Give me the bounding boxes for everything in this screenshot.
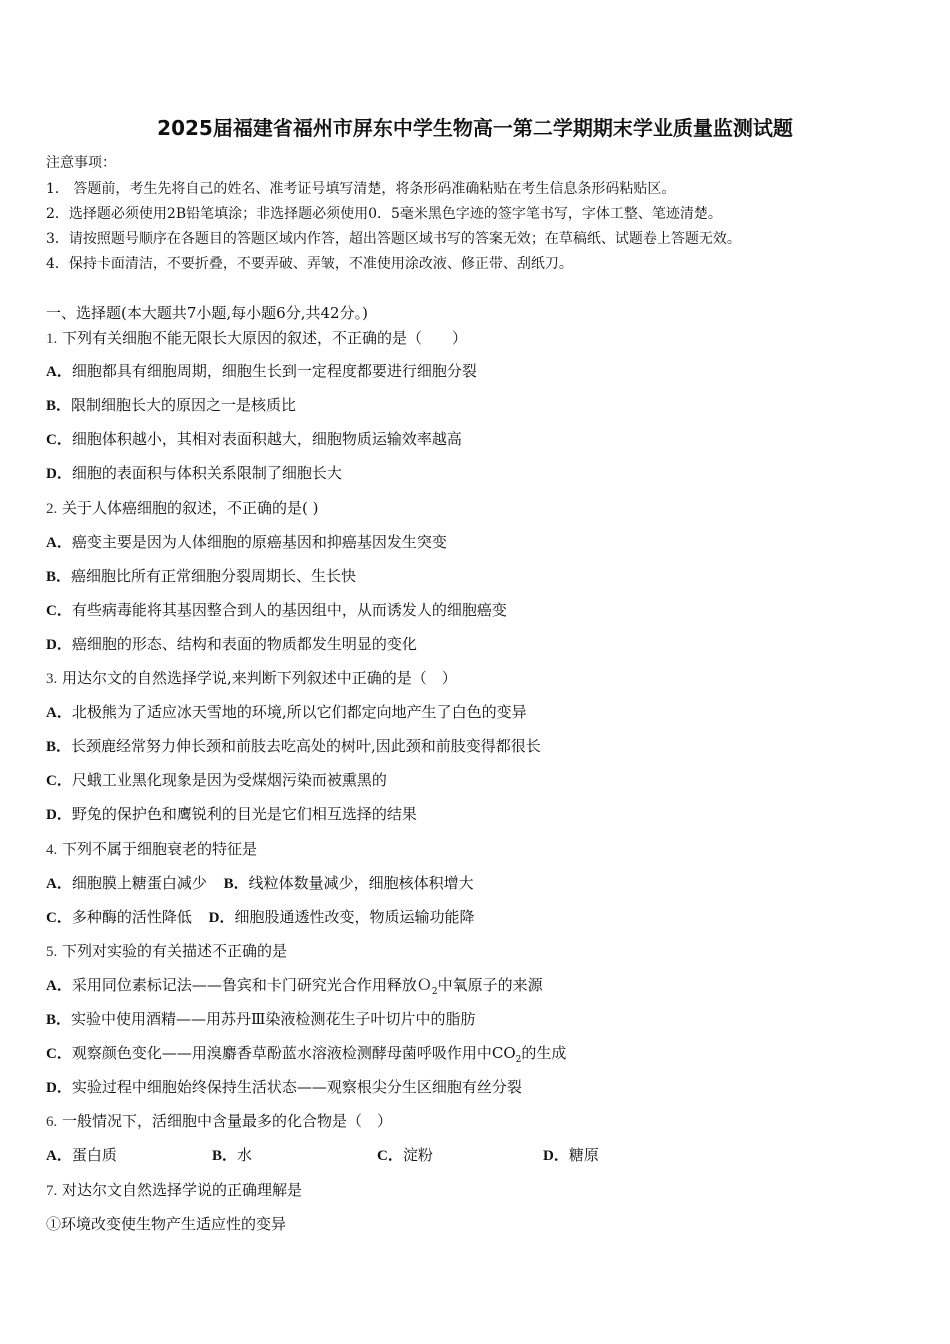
- question-2-option-b[interactable]: [46, 565, 356, 586]
- option-letter: B．: [46, 1012, 72, 1028]
- question-2-option-a[interactable]: [46, 531, 447, 552]
- option-letter: A．: [46, 876, 72, 892]
- question-number: 2.: [46, 501, 58, 517]
- question-6-options-row: [46, 1144, 646, 1164]
- option-letter: D．: [46, 466, 72, 482]
- option-text: 限制细胞长大的原因之一是核质比: [71, 396, 297, 414]
- question-1-option-d[interactable]: [46, 462, 342, 483]
- question-5-option-d[interactable]: [46, 1076, 522, 1097]
- notice-item: 2．选择题必须使用2B铅笔填涂；非选择题必须使用0．5毫米黑色字迹的签字笔书写，字体工整、笔迹清楚。: [46, 206, 722, 222]
- question-3-option-d[interactable]: [46, 803, 417, 824]
- option-letter: D．: [543, 1148, 569, 1164]
- question-6-option-a[interactable]: [46, 1144, 117, 1165]
- question-7-item-1: ①环境改变使生物产生适应性的变异: [46, 1215, 287, 1233]
- section-heading: 一、选择题(本大题共7小题,每小题6分,共42分。): [46, 304, 368, 322]
- option-letter: B．: [46, 739, 72, 755]
- notice-item: 3．请按照题号顺序在各题目的答题区域内作答，超出答题区域书写的答案无效；在草稿纸、试题卷上答题无效。: [46, 231, 741, 247]
- option-text: 实验中使用酒精——用苏丹Ⅲ染液检测花生子叶切片中的脂肪: [71, 1010, 476, 1028]
- question-6-option-b[interactable]: [212, 1144, 252, 1165]
- question-3-option-c[interactable]: [46, 769, 387, 790]
- option-text: 北极熊为了适应冰天雪地的环境,所以它们都定向地产生了白色的变异: [71, 703, 527, 721]
- option-text: 癌变主要是因为人体细胞的原癌基因和抑癌基因发生突变: [71, 533, 447, 551]
- notice-item: 4．保持卡面清洁，不要折叠，不要弄破、弄皱，不准使用涂改液、修正带、刮纸刀。: [46, 256, 573, 272]
- question-number: 1.: [46, 331, 58, 347]
- question-5-stem: [46, 940, 287, 961]
- question-number: 7.: [46, 1183, 58, 1199]
- option-letter: C．: [46, 1046, 72, 1062]
- question-text: 对达尔文自然选择学说的正确理解是: [62, 1181, 303, 1199]
- option-text: 线粒体数量减少，细胞核体积增大: [248, 874, 474, 892]
- option-text: 细胞的表面积与体积关系限制了细胞长大: [71, 464, 342, 482]
- question-4-option-b[interactable]: [224, 874, 474, 892]
- subscript: 2: [515, 1055, 522, 1065]
- option-letter: A．: [46, 535, 72, 551]
- option-letter: A．: [46, 364, 72, 380]
- option-text: 尺蛾工业黑化现象是因为受煤烟污染而被熏黑的: [71, 771, 387, 789]
- option-letter: C．: [46, 603, 72, 619]
- option-letter: C．: [46, 910, 72, 926]
- option-text: 实验过程中细胞始终保持生活状态——观察根尖分生区细胞有丝分裂: [71, 1078, 522, 1096]
- question-6-option-d[interactable]: [543, 1144, 599, 1165]
- question-4-option-d[interactable]: [209, 908, 475, 926]
- option-text: 癌细胞的形态、结构和表面的物质都发生明显的变化: [71, 635, 417, 653]
- option-letter: C．: [377, 1148, 403, 1164]
- question-6-stem: [46, 1110, 392, 1131]
- option-text: 癌细胞比所有正常细胞分裂周期长、生长快: [71, 567, 357, 585]
- question-4-options-row-2: [46, 906, 475, 927]
- option-text: 多种酶的活性降低: [71, 908, 192, 926]
- question-number: 4.: [46, 842, 58, 858]
- option-letter: D．: [46, 637, 72, 653]
- option-text: 野兔的保护色和鹰锐利的目光是它们相互选择的结果: [71, 805, 417, 823]
- question-text: 关于人体癌细胞的叙述，不正确的是( ): [62, 499, 319, 517]
- option-letter: D．: [46, 807, 72, 823]
- question-2-option-c[interactable]: [46, 599, 507, 620]
- question-2-option-d[interactable]: [46, 633, 417, 654]
- question-4-option-c[interactable]: [46, 908, 192, 926]
- option-text: 的生成: [521, 1044, 567, 1062]
- question-text: 下列有关细胞不能无限长大原因的叙述，不正确的是（ ）: [62, 329, 468, 347]
- question-4-stem: [46, 838, 257, 859]
- question-number: 3.: [46, 671, 58, 687]
- option-text: 有些病毒能将其基因整合到人的基因组中，从而诱发人的细胞癌变: [71, 601, 507, 619]
- option-letter: B．: [223, 876, 249, 892]
- question-1-option-b[interactable]: [46, 394, 296, 415]
- option-letter: A．: [46, 1148, 72, 1164]
- option-text: 细胞体积越小，其相对表面积越大，细胞物质运输效率越高: [71, 430, 462, 448]
- question-7-stem: [46, 1179, 302, 1200]
- option-letter: B．: [46, 569, 72, 585]
- question-number: 5.: [46, 944, 58, 960]
- option-letter: A．: [46, 705, 72, 721]
- question-1-stem: [46, 327, 467, 348]
- option-letter: D．: [208, 910, 235, 926]
- question-3-option-a[interactable]: [46, 701, 527, 722]
- option-text: 观察颜色变化——用溴麝香草酚蓝水溶液检测酵母菌呼吸作用中CO: [71, 1044, 516, 1062]
- question-text: 用达尔文的自然选择学说,来判断下列叙述中正确的是（ ）: [62, 669, 457, 687]
- option-text: 细胞膜上糖蛋白减少: [71, 874, 207, 892]
- question-3-stem: [46, 667, 457, 688]
- notice-heading: 注意事项：: [46, 155, 116, 171]
- question-1-option-a[interactable]: [46, 360, 477, 381]
- question-2-stem: [46, 497, 319, 518]
- option-letter: A．: [46, 978, 72, 994]
- option-letter: C．: [46, 432, 72, 448]
- question-5-option-b[interactable]: [46, 1008, 475, 1029]
- question-5-option-c[interactable]: [46, 1042, 566, 1065]
- notice-item: 1． 答题前，考生先将自己的姓名、准考证号填写清楚，将条形码准确粘贴在考生信息条形码粘贴区。: [46, 181, 676, 197]
- question-3-option-b[interactable]: [46, 735, 541, 756]
- option-letter: B．: [46, 398, 72, 414]
- question-text: 下列对实验的有关描述不正确的是: [62, 942, 288, 960]
- page-title: 2025届福建省福州市屏东中学生物高一第二学期期末学业质量监测试题: [157, 116, 793, 140]
- question-5-option-a[interactable]: [46, 974, 543, 997]
- option-text: 中氧原子的来源: [437, 976, 543, 994]
- option-text: 细胞都具有细胞周期，细胞生长到一定程度都要进行细胞分裂: [71, 362, 477, 380]
- subscript: 2: [431, 987, 438, 997]
- question-1-option-c[interactable]: [46, 428, 462, 449]
- option-text: 长颈鹿经常努力伸长颈和前肢去吃高处的树叶,因此颈和前肢变得都很长: [71, 737, 541, 755]
- option-text: 蛋白质: [71, 1146, 117, 1164]
- option-text: 淀粉: [402, 1146, 433, 1164]
- option-text: 糖原: [568, 1146, 599, 1164]
- question-number: 6.: [46, 1114, 58, 1130]
- question-text: 一般情况下，活细胞中含量最多的化合物是（ ）: [62, 1112, 393, 1130]
- option-letter: D．: [46, 1080, 72, 1096]
- option-text: 水: [237, 1146, 253, 1164]
- option-text: 细胞股通透性改变，物质运输功能降: [234, 908, 475, 926]
- question-6-option-c[interactable]: [377, 1144, 433, 1165]
- question-text: 下列不属于细胞衰老的特征是: [62, 840, 258, 858]
- option-letter: C．: [46, 773, 72, 789]
- option-letter: B．: [212, 1148, 238, 1164]
- question-4-options-row-1: [46, 872, 474, 893]
- option-text: 采用同位素标记法——鲁宾和卡门研究光合作用释放Ｏ: [71, 976, 432, 994]
- question-4-option-a[interactable]: [46, 874, 207, 892]
